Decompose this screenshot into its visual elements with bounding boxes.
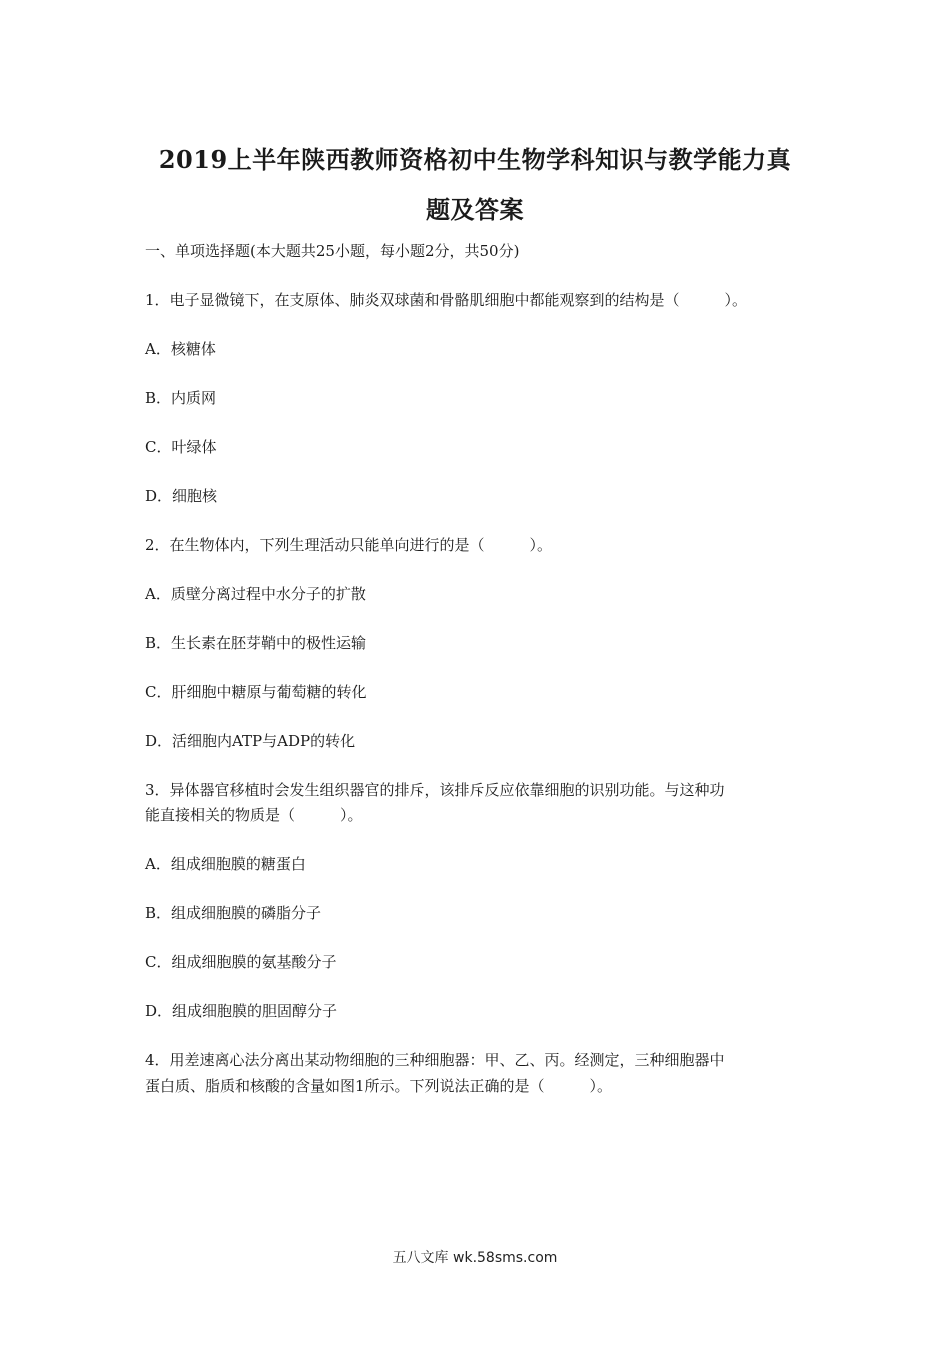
question-1-option-a: A．核糖体 (145, 340, 216, 358)
question-3-stem-line-2: 能直接相关的物质是（ ）。 (145, 806, 363, 824)
question-4-stem-line-2: 蛋白质、脂质和核酸的含量如图1所示。下列说法正确的是（ ）。 (145, 1077, 613, 1095)
footer-watermark: 五八文库 wk.58sms.com (392, 1250, 558, 1266)
section-heading: 一、单项选择题(本大题共25小题，每小题2分，共50分) (145, 242, 520, 260)
question-2-option-d: D．活细胞内ATP与ADP的转化 (145, 732, 356, 750)
question-1-stem: 1．电子显微镜下，在支原体、肺炎双球菌和骨骼肌细胞中都能观察到的结构是（ ）。 (145, 291, 748, 309)
question-2-option-b: B．生长素在胚芽鞘中的极性运输 (145, 634, 367, 652)
question-1-option-c: C．叶绿体 (145, 438, 217, 456)
question-3-option-a: A．组成细胞膜的糖蛋白 (145, 855, 306, 873)
question-2-option-a: A．质壁分离过程中水分子的扩散 (145, 585, 366, 603)
question-1-option-d: D．细胞核 (145, 487, 218, 505)
question-2-option-c: C．肝细胞中糖原与葡萄糖的转化 (145, 683, 367, 701)
question-3-option-c: C．组成细胞膜的氨基酸分子 (145, 953, 337, 971)
question-3-stem-line-1: 3．异体器官移植时会发生组织器官的排斥，该排斥反应依靠细胞的识别功能。与这种功 (145, 781, 725, 799)
document-title-line-1: 2019上半年陕西教师资格初中生物学科知识与教学能力真 (158, 145, 792, 174)
question-2-stem: 2．在生物体内，下列生理活动只能单向进行的是（ ）。 (145, 536, 553, 554)
question-3-option-d: D．组成细胞膜的胆固醇分子 (145, 1002, 338, 1020)
question-4-stem-line-1: 4．用差速离心法分离出某动物细胞的三种细胞器：甲、乙、丙。经测定，三种细胞器中 (145, 1051, 725, 1069)
question-1-option-b: B．内质网 (145, 389, 217, 407)
document-title-line-2: 题及答案 (426, 195, 524, 224)
question-3-option-b: B．组成细胞膜的磷脂分子 (145, 904, 322, 922)
